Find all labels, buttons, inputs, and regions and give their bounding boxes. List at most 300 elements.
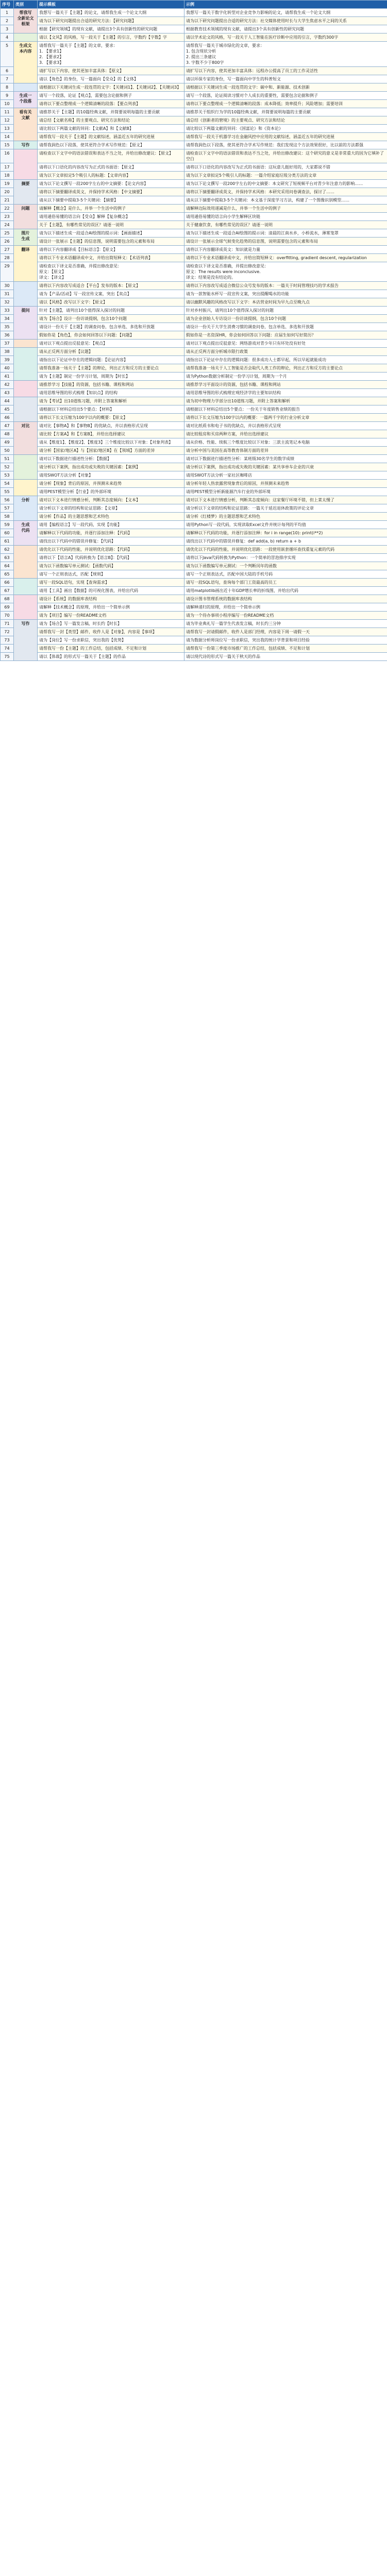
example-cell: 请优化以下代码的性能，并说明优化思路：一段使用嵌套循环查找重复元素的代码 bbox=[184, 546, 387, 554]
example-cell: 请从价格、性能、续航三个维度比较以下对象：三款主流笔记本电脑 bbox=[184, 438, 387, 447]
table-row bbox=[1, 455, 387, 463]
example-cell: 请为Python数据分析制定一份学习计划，周期为一个月 bbox=[184, 372, 387, 381]
prompt-template-cell: 请帮我写一份【主题】的工作总结，包括成绩、不足和计划 bbox=[38, 645, 184, 653]
prompt-template-cell: 请设计一份关于【主题】的调查问卷，包含单选、多选和开放题 bbox=[38, 323, 184, 331]
category-cell bbox=[14, 579, 38, 595]
header-category: 类别 bbox=[14, 1, 38, 9]
table-row bbox=[1, 430, 387, 438]
table-row bbox=[1, 636, 387, 645]
row-number: 31 bbox=[1, 290, 14, 298]
row-number: 16 bbox=[1, 149, 14, 163]
table-row bbox=[1, 100, 387, 108]
table-row bbox=[1, 213, 387, 221]
category-cell: 问题 bbox=[14, 205, 38, 229]
example-cell: 请从正反两方面分析城市限行政策 bbox=[184, 348, 387, 356]
example-cell: 请帮我准备一场关于人工智能是否会取代人类工作的辩论，列出正方和反方的主要论点 bbox=[184, 364, 387, 372]
header-num: 序号 bbox=[1, 1, 14, 9]
example-cell: 请用SWOT方法分析一家社区咖啡店 bbox=[184, 471, 387, 480]
table-row bbox=[1, 546, 387, 554]
row-number: 44 bbox=[1, 397, 14, 405]
category-cell bbox=[14, 149, 38, 180]
category-cell bbox=[14, 83, 38, 92]
row-number: 3 bbox=[1, 25, 14, 33]
table-row bbox=[1, 9, 387, 17]
table-row bbox=[1, 579, 387, 587]
prompt-template-cell: 请为【产品/活动】写一段宣传文案，突出【卖点】 bbox=[38, 290, 184, 298]
row-number: 34 bbox=[1, 315, 14, 323]
category-cell: 图片 生成 bbox=[14, 229, 38, 246]
table-row bbox=[1, 323, 387, 331]
prompt-template-cell: 请为【项目】编写一份README文档 bbox=[38, 612, 184, 620]
table-row bbox=[1, 331, 387, 340]
row-number: 70 bbox=[1, 612, 14, 620]
example-cell: 请以环保专家的身份，写一篇面向中学生的科普短文 bbox=[184, 75, 387, 83]
table-row bbox=[1, 504, 387, 513]
prompt-template-table bbox=[0, 0, 387, 661]
table-row bbox=[1, 372, 387, 381]
prompt-template-cell: 关于【主题】，有哪些常见的误区？请逐一说明 bbox=[38, 221, 184, 229]
row-number: 41 bbox=[1, 372, 14, 381]
example-cell: 请推荐学习平面设计的资源，包括书籍、课程和网站 bbox=[184, 381, 387, 389]
prompt-template-cell: 请优化以下代码的性能，并说明优化思路：【代码】 bbox=[38, 546, 184, 554]
prompt-template-cell: 请为【场合】设计一份访谈提纲，包含10个问题 bbox=[38, 315, 184, 323]
prompt-template-cell: 请用思维导图的形式梳理【知识点】的结构 bbox=[38, 389, 184, 397]
row-number: 4 bbox=[1, 33, 14, 42]
example-cell: 我想写一篇关于数字化转型对企业竞争力影响的论文，请帮我生成一个论文大纲 bbox=[184, 9, 387, 17]
row-number: 8 bbox=[1, 83, 14, 92]
category-cell: 分析 bbox=[14, 496, 38, 521]
header-prompt: 提示模板 bbox=[38, 1, 184, 9]
prompt-template-cell: 请分析【国家/地区A】与【国家/地区B】在【领域】方面的差异 bbox=[38, 447, 184, 455]
prompt-template-cell: 请从正反两方面分析【议题】 bbox=[38, 348, 184, 356]
prompt-template-cell: 请对以下文本进行情感分析，判断其态度倾向：【文本】 bbox=[38, 496, 184, 504]
prompt-template-cell: 假如你是【角色】，你会如何回答以下问题：【问题】 bbox=[38, 331, 184, 340]
prompt-template-cell: 请将以下长文压缩为100字以内的概要：【原文】 bbox=[38, 414, 184, 422]
category-cell: 对比 bbox=[14, 422, 38, 455]
row-number: 71 bbox=[1, 620, 14, 628]
prompt-template-cell: 请对比【事物A】和【事物B】的优缺点，并以表格形式呈现 bbox=[38, 422, 184, 430]
table-row bbox=[1, 246, 387, 254]
prompt-template-cell: 请用SWOT方法分析【对象】 bbox=[38, 471, 184, 480]
row-number: 62 bbox=[1, 546, 14, 554]
table-row bbox=[1, 381, 387, 389]
row-number: 22 bbox=[1, 205, 14, 213]
row-number: 23 bbox=[1, 213, 14, 221]
category-cell: 提问 bbox=[14, 307, 38, 340]
prompt-template-cell: 根据【研究领域】的现有文献，请提出3个具有创新性的研究问题 bbox=[38, 25, 184, 33]
table-row bbox=[1, 75, 387, 83]
table-row bbox=[1, 307, 387, 315]
row-number: 28 bbox=[1, 254, 14, 262]
table-row bbox=[1, 480, 387, 488]
row-number: 40 bbox=[1, 364, 14, 372]
prompt-template-cell: 请分析【作品】的主题思想和艺术特色 bbox=[38, 513, 184, 521]
prompt-template-cell: 请将以下专业术语翻译成中文，并给出简短释义：【术语列表】 bbox=[38, 254, 184, 262]
table-row bbox=[1, 25, 387, 33]
row-number: 56 bbox=[1, 496, 14, 504]
table-row bbox=[1, 42, 387, 67]
table-row bbox=[1, 496, 387, 504]
table-row bbox=[1, 163, 387, 172]
example-cell: 请为以下描述生成一段适合AI绘图的提示词：清晨的江南水乡，小桥流水，薄雾笼罩 bbox=[184, 229, 387, 238]
example-cell: 请比较以下两篇文献的异同：《国富论》和《资本论》 bbox=[184, 125, 387, 133]
example-cell: 请设计一张展示全球气候变化趋势的信息图，说明需要包含的元素和布局 bbox=[184, 238, 387, 246]
prompt-template-cell: 请分析以下案例，指出成功或失败的关键因素：【案例】 bbox=[38, 463, 184, 471]
table-body bbox=[1, 9, 387, 661]
row-number: 12 bbox=[1, 116, 14, 125]
example-cell: 请根据以下关键词生成一段连贯的文字：碳中和、新能源、技术创新 bbox=[184, 83, 387, 92]
example-cell: 请以现代诗的形式写一篇关于秋天的作品 bbox=[184, 653, 387, 661]
example-cell: 请为毕业典礼写一篇学生代表发言稿，时长约三分钟 bbox=[184, 620, 387, 628]
row-number: 74 bbox=[1, 645, 14, 653]
example-cell: 请将以下内容改写成适合微信公众号发布的版本：一篇关于时间管理技巧的学术报告 bbox=[184, 282, 387, 290]
row-number: 30 bbox=[1, 282, 14, 290]
row-number: 15 bbox=[1, 141, 14, 149]
example-cell: 请总结《创新者的窘境》的主要观点、研究方法和结论 bbox=[184, 116, 387, 125]
table-row bbox=[1, 356, 387, 364]
row-number: 54 bbox=[1, 480, 14, 488]
example-cell: 请帮我写一封请假邮件，收件人是部门经理，内容是下周一请假一天 bbox=[184, 628, 387, 636]
row-number: 64 bbox=[1, 562, 14, 570]
row-number: 63 bbox=[1, 554, 14, 562]
category-cell: 生成文 本内容 bbox=[14, 42, 38, 83]
row-number: 20 bbox=[1, 188, 14, 196]
example-cell: 请帮我润色以下段落，使其更符合学术写作规范：我们发现这个方法效果很好，比以前的方法都强 bbox=[184, 141, 387, 149]
prompt-template-cell: 请根据以下材料总结出5个要点：【材料】 bbox=[38, 405, 184, 414]
row-number: 75 bbox=[1, 653, 14, 661]
row-number: 66 bbox=[1, 579, 14, 587]
example-cell: 针对乡村振兴，请列出10个值得深入探讨的问题 bbox=[184, 307, 387, 315]
table-row bbox=[1, 172, 387, 180]
row-number: 69 bbox=[1, 603, 14, 612]
prompt-template-cell: 请写一段SQL语句，实现【查询需求】 bbox=[38, 579, 184, 587]
example-cell: 请帮我写一篇关于城市绿化的文章，要求： 1. 包含现状分析 2. 提出三条建议 3. 字数不少于800字 bbox=[184, 42, 387, 67]
prompt-template-cell: 请推荐关于【主题】的10篇经典文献，并简要说明每篇的主要贡献 bbox=[38, 108, 184, 116]
table-row bbox=[1, 83, 387, 92]
prompt-template-cell: 请解释【概念】是什么，并举一个生活中的例子 bbox=[38, 205, 184, 213]
example-cell: 请检查以下文字中的语法错误和表达不当之处，并给出修改建议：这个研究的意义是非常重大的因为它填补了空白 bbox=[184, 149, 387, 163]
table-row bbox=[1, 33, 387, 42]
table-row bbox=[1, 141, 387, 149]
prompt-template-cell: 请解释以下代码的功能，并逐行添加注释：【代码】 bbox=[38, 529, 184, 537]
row-number: 50 bbox=[1, 447, 14, 455]
example-cell: 请对以下数据进行描述性分析：某班级30名学生的数学成绩 bbox=[184, 455, 387, 463]
row-number: 46 bbox=[1, 414, 14, 422]
example-cell: 请对以下文本进行情感分析，判断其态度倾向：这家餐厅环境不错，但上菜太慢了 bbox=[184, 496, 387, 504]
prompt-template-cell: 请检查以下文字中的语法错误和表达不当之处，并给出修改建议：【原文】 bbox=[38, 149, 184, 163]
example-cell: 请分析以下文章的结构和论证思路：一篇关于延迟退休政策的评论文章 bbox=[184, 504, 387, 513]
row-number: 39 bbox=[1, 356, 14, 364]
row-number: 65 bbox=[1, 570, 14, 579]
category-cell: 摘要 bbox=[14, 180, 38, 205]
row-number: 35 bbox=[1, 323, 14, 331]
category-cell bbox=[14, 546, 38, 579]
row-number: 25 bbox=[1, 229, 14, 238]
prompt-template-cell: 请对以下观点提出反驳意见：【观点】 bbox=[38, 340, 184, 348]
table-row bbox=[1, 125, 387, 133]
table-row bbox=[1, 471, 387, 480]
example-cell: 请将以下Java代码转换为Python：一个简单的冒泡排序实现 bbox=[184, 554, 387, 562]
example-cell: 请从以下摘要中提取3-5个关键词：本文基于深度学习方法，构建了一个图像识别模型…… bbox=[184, 196, 387, 205]
prompt-template-cell: 请为以下文章拟定5个吸引人的标题：【文章内容】 bbox=[38, 172, 184, 180]
prompt-template-cell: 请分析【现象】背后的原因，并预测未来趋势 bbox=[38, 480, 184, 488]
table-row bbox=[1, 116, 387, 125]
example-cell: 请分析年轻人热衷露营现象背后的原因，并预测未来趋势 bbox=[184, 480, 387, 488]
table-row bbox=[1, 645, 387, 653]
example-cell: 请指出以下论证中存在的逻辑问题：很多成功人士都早起，所以早起就能成功 bbox=[184, 356, 387, 364]
table-row bbox=[1, 180, 387, 188]
row-number: 68 bbox=[1, 595, 14, 603]
table-row bbox=[1, 196, 387, 205]
row-number: 73 bbox=[1, 636, 14, 645]
row-number: 13 bbox=[1, 125, 14, 133]
prompt-template-cell: 请为以下论文撰写一段200字左右的中文摘要：【论文内容】 bbox=[38, 180, 184, 188]
table-row bbox=[1, 414, 387, 422]
example-cell: 请为初中物理力学部分出10道练习题，并附上答案和解析 bbox=[184, 397, 387, 405]
table-row bbox=[1, 422, 387, 430]
example-cell: 请分析以下案例，指出成功或失败的关键因素：某共享单车企业的兴衰 bbox=[184, 463, 387, 471]
row-number: 26 bbox=[1, 238, 14, 246]
example-cell: 请将以下口语化的内容改写为正式的书面语：这玩意儿挺好用的，大家都说不错 bbox=[184, 163, 387, 172]
category-cell bbox=[14, 340, 38, 348]
table-row bbox=[1, 262, 387, 282]
prompt-template-cell: 请将以下内容翻译成【目标语言】：【原文】 bbox=[38, 246, 184, 254]
example-cell: 请写一段SQL语句，查询每个部门工资最高的员工 bbox=[184, 579, 387, 587]
example-cell: 关于健康饮食，有哪些常见的误区？请逐一说明 bbox=[184, 221, 387, 229]
table-row bbox=[1, 364, 387, 372]
row-number: 19 bbox=[1, 180, 14, 188]
prompt-template-cell: 请为以下描述生成一段适合AI绘图的提示词：【画面描述】 bbox=[38, 229, 184, 238]
prompt-template-cell: 请帮我润色以下段落，使其更符合学术写作规范：【原文】 bbox=[38, 141, 184, 149]
row-number: 47 bbox=[1, 422, 14, 430]
row-number: 6 bbox=[1, 67, 14, 75]
example-cell: 请解释边际效用递减是什么，并举一个生活中的例子 bbox=[184, 205, 387, 213]
prompt-template-cell: 请解释【技术概念】的原理，并给出一个简单示例 bbox=[38, 603, 184, 612]
row-number: 7 bbox=[1, 75, 14, 83]
example-cell: 请为以下研究问题提出合适的研究方法：社交媒体使用时长与大学生焦虑水平之间的关系 bbox=[184, 17, 387, 25]
row-number: 60 bbox=[1, 529, 14, 537]
row-number: 49 bbox=[1, 438, 14, 447]
row-number: 58 bbox=[1, 513, 14, 521]
example-cell: 请将以下摘要翻译成英文，并保持学术风格：本研究采用问卷调查法，探讨了…… bbox=[184, 188, 387, 196]
prompt-template-cell: 请指出以下论证中存在的逻辑问题：【论证内容】 bbox=[38, 356, 184, 364]
example-cell: 请将以下内容翻译成英文：知识就是力量 bbox=[184, 246, 387, 254]
row-number: 59 bbox=[1, 521, 14, 529]
table-row bbox=[1, 587, 387, 595]
category-cell: 翻译 bbox=[14, 246, 38, 282]
table-row bbox=[1, 529, 387, 537]
table-row bbox=[1, 108, 387, 116]
category-cell: 帮我写 全新论文 框架 bbox=[14, 9, 38, 33]
table-row bbox=[1, 513, 387, 521]
prompt-template-cell: 请检查以下译文是否准确，并提出修改意见： 原文：【原文】 译文：【译文】 bbox=[38, 262, 184, 282]
example-cell: 请分析中国与美国在高等教育体制方面的差异 bbox=[184, 447, 387, 455]
example-cell: 请以幽默风趣的风格改写以下文字：本店营业时间为早九点至晚九点 bbox=[184, 298, 387, 307]
prompt-template-cell: 请为【考试】出10道练习题，并附上答案和解析 bbox=[38, 397, 184, 405]
row-number: 55 bbox=[1, 488, 14, 496]
table-row bbox=[1, 315, 387, 323]
table-row bbox=[1, 298, 387, 307]
row-number: 27 bbox=[1, 246, 14, 254]
table-row bbox=[1, 628, 387, 636]
example-cell: 请写一个段落，论证阅读习惯对个人成长的重要性，需要包含论据和例子 bbox=[184, 92, 387, 100]
prompt-template-cell: 请用【工具】画出【数据】的可视化图表，并给出代码 bbox=[38, 587, 184, 595]
table-row bbox=[1, 254, 387, 262]
row-number: 61 bbox=[1, 537, 14, 546]
row-number: 9 bbox=[1, 92, 14, 100]
row-number: 33 bbox=[1, 307, 14, 315]
table-row bbox=[1, 612, 387, 620]
example-cell: 请根据以下材料总结出5个要点：一份关于年度销售业绩的报告 bbox=[184, 405, 387, 414]
example-cell: 请对比纸质书和电子书的优缺点，并以表格形式呈现 bbox=[184, 422, 387, 430]
prompt-template-cell: 请将以下口语化的内容改写为正式的书面语：【原文】 bbox=[38, 163, 184, 172]
example-cell: 请以学术论文的风格，写一段关于人工智能在医疗诊断中应用的引言，字数约300字 bbox=[184, 33, 387, 42]
table-row bbox=[1, 554, 387, 562]
table-row bbox=[1, 389, 387, 397]
prompt-template-cell: 请用PEST模型分析【行业】的外部环境 bbox=[38, 488, 184, 496]
row-number: 2 bbox=[1, 17, 14, 25]
category-cell bbox=[14, 397, 38, 422]
category-cell bbox=[14, 480, 38, 496]
prompt-template-cell: 请为【岗位】写一份求职信，突出我的【优势】 bbox=[38, 636, 184, 645]
table-row bbox=[1, 537, 387, 546]
example-cell: 请用思维导图的形式梳理宏观经济学的主要知识结构 bbox=[184, 389, 387, 397]
prompt-template-cell: 请为以下函数编写单元测试：【函数代码】 bbox=[38, 562, 184, 570]
row-number: 10 bbox=[1, 100, 14, 108]
row-number: 32 bbox=[1, 298, 14, 307]
table-row bbox=[1, 405, 387, 414]
category-cell bbox=[14, 455, 38, 480]
table-row bbox=[1, 282, 387, 290]
prompt-template-cell: 请设计一张展示【主题】的信息图，说明需要包含的元素和布局 bbox=[38, 238, 184, 246]
table-row bbox=[1, 620, 387, 628]
example-cell: 请用matplotlib画出近十年GDP增长率的折线图，并给出代码 bbox=[184, 587, 387, 595]
table-row bbox=[1, 595, 387, 603]
table-row bbox=[1, 133, 387, 141]
row-number: 43 bbox=[1, 389, 14, 397]
example-cell: 请将以下要点整理成一个逻辑清晰的段落：成本降低；效率提升；风险增加；需要培训 bbox=[184, 100, 387, 108]
prompt-template-cell: 请帮我写一封【类型】邮件，收件人是【对象】，内容是【事项】 bbox=[38, 628, 184, 636]
table-row bbox=[1, 17, 387, 25]
prompt-template-cell: 请帮我写一段关于【主题】的文献综述，涵盖近五年的研究进展 bbox=[38, 133, 184, 141]
prompt-template-cell: 请根据以下关键词生成一段连贯的文字：【关键词1】、【关键词2】、【关键词3】 bbox=[38, 83, 184, 92]
prompt-template-cell: 请总结【文献名称】的主要观点、研究方法和结论 bbox=[38, 116, 184, 125]
header-example: 示例 bbox=[184, 1, 387, 9]
prompt-template-cell: 请写一个正则表达式，匹配【规则】 bbox=[38, 570, 184, 579]
row-number: 18 bbox=[1, 172, 14, 180]
example-cell: 请对以下观点提出反驳意见：网络游戏对青少年只有坏处没有好处 bbox=[184, 340, 387, 348]
prompt-template-cell: 请将以下内容改写成适合【平台】发布的版本：【原文】 bbox=[38, 282, 184, 290]
table-row bbox=[1, 290, 387, 298]
prompt-template-cell: 请以【文风】的风格，写一段关于【主题】的引言，字数约【字数】字 bbox=[38, 33, 184, 42]
example-cell: 请解释以下代码的功能，并逐行添加注释：for i in range(10): print(i**2) bbox=[184, 529, 387, 537]
example-cell: 请将以下专业术语翻译成中文，并给出简短释义：overfitting, gradient descent, regularization bbox=[184, 254, 387, 262]
row-number: 21 bbox=[1, 196, 14, 205]
category-cell bbox=[14, 381, 38, 397]
example-cell: 请为数据分析师岗位写一份求职信，突出我的统计学背景和项目经验 bbox=[184, 636, 387, 645]
table-row bbox=[1, 205, 387, 213]
prompt-template-cell: 请为以下研究问题提出合适的研究方法：【研究问题】 bbox=[38, 17, 184, 25]
example-cell: 请用通俗易懂的语言向小学生解释区块链 bbox=[184, 213, 387, 221]
prompt-template-cell: 请为【场合】写一篇发言稿，时长约【时长】 bbox=[38, 620, 184, 628]
example-cell: 请分析《红楼梦》的主题思想和艺术特色 bbox=[184, 513, 387, 521]
header-row bbox=[1, 1, 387, 9]
prompt-template-cell: 请将以下摘要翻译成英文，并保持学术风格：【中文摘要】 bbox=[38, 188, 184, 196]
prompt-template-cell: 请将以下【语言A】代码转换为【语言B】：【代码】 bbox=[38, 554, 184, 562]
prompt-template-cell: 请帮我准备一场关于【主题】的辩论，列出正方和反方的主要论点 bbox=[38, 364, 184, 372]
table-row bbox=[1, 521, 387, 529]
table-row bbox=[1, 238, 387, 246]
row-number: 38 bbox=[1, 348, 14, 356]
row-number: 17 bbox=[1, 163, 14, 172]
table-row bbox=[1, 488, 387, 496]
table-row bbox=[1, 92, 387, 100]
prompt-template-cell: 针对【主题】，请列出10个值得深入探讨的问题 bbox=[38, 307, 184, 315]
table-row bbox=[1, 340, 387, 348]
row-number: 72 bbox=[1, 628, 14, 636]
table-row bbox=[1, 463, 387, 471]
prompt-template-cell: 请用【编程语言】写一段代码，实现【功能】 bbox=[38, 521, 184, 529]
category-cell: 生成 代码 bbox=[14, 521, 38, 546]
row-number: 52 bbox=[1, 463, 14, 471]
row-number: 48 bbox=[1, 430, 14, 438]
category-cell: 写作 bbox=[14, 141, 38, 149]
example-cell: 请用Python写一段代码，实现读取Excel文件并统计每列的平均值 bbox=[184, 521, 387, 529]
table-row bbox=[1, 447, 387, 455]
category-cell bbox=[14, 282, 38, 307]
prompt-template-cell: 请设计【系统】的数据库表结构 bbox=[38, 595, 184, 603]
category-cell: 写作 bbox=[14, 620, 38, 661]
table-row bbox=[1, 149, 387, 163]
example-cell: 请为以下函数编写单元测试：一个判断闰年的函数 bbox=[184, 562, 387, 570]
row-number: 36 bbox=[1, 331, 14, 340]
example-cell: 请找出以下代码中的错误并修复：def add(a, b) return a + b bbox=[184, 537, 387, 546]
prompt-template-cell: 请帮我写一篇关于【主题】的文章，要求： 1. 【要求1】 2. 【要求2】 3. 【要求3】 bbox=[38, 42, 184, 67]
prompt-template-cell: 请找出以下代码中的错误并修复：【代码】 bbox=[38, 537, 184, 546]
table-row bbox=[1, 67, 387, 75]
example-cell: 请帮我写一份第三季度市场推广的工作总结，包括成绩、不足和计划 bbox=[184, 645, 387, 653]
row-number: 45 bbox=[1, 405, 14, 414]
prompt-template-cell: 请比较【方案A】和【方案B】，并给出选择建议 bbox=[38, 430, 184, 438]
table-row bbox=[1, 570, 387, 579]
example-cell: 请为以下论文撰写一段200字左右的中文摘要：本文研究了短视频平台对青少年注意力的影响…… bbox=[184, 180, 387, 188]
example-cell: 请扩写以下内容，使其更加丰富具体：远程办公提高了员工的工作灵活性 bbox=[184, 67, 387, 75]
row-number: 57 bbox=[1, 504, 14, 513]
row-number: 24 bbox=[1, 221, 14, 229]
row-number: 1 bbox=[1, 9, 14, 17]
row-number: 5 bbox=[1, 42, 14, 67]
row-number: 53 bbox=[1, 471, 14, 480]
table-row bbox=[1, 603, 387, 612]
row-number: 29 bbox=[1, 262, 14, 282]
prompt-template-cell: 请比较以下两篇文献的异同：【文献A】和【文献B】 bbox=[38, 125, 184, 133]
table-row bbox=[1, 229, 387, 238]
prompt-template-cell: 请将以下要点整理成一个逻辑清晰的段落：【要点列表】 bbox=[38, 100, 184, 108]
example-cell: 请设计图书管理系统的数据库表结构 bbox=[184, 595, 387, 603]
category-cell bbox=[14, 595, 38, 620]
table-row bbox=[1, 188, 387, 196]
example-cell: 请将以下长文压缩为100字以内的概要：一篇两千字的行业分析文章 bbox=[184, 414, 387, 422]
row-number: 42 bbox=[1, 381, 14, 389]
prompt-template-cell: 请对以下数据进行描述性分析：【数据】 bbox=[38, 455, 184, 463]
row-number: 14 bbox=[1, 133, 14, 141]
example-cell: 请为一款智能水杯写一段宣传文案，突出提醒喝水的功能 bbox=[184, 290, 387, 298]
prompt-template-cell: 请以【风格】改写以下文字：【原文】 bbox=[38, 298, 184, 307]
example-cell: 请用PEST模型分析新能源汽车行业的外部环境 bbox=[184, 488, 387, 496]
prompt-template-cell: 请从以下摘要中提取3-5个关键词：【摘要】 bbox=[38, 196, 184, 205]
row-number: 51 bbox=[1, 455, 14, 463]
example-cell: 假如你是一名资深HR，你会如何回答以下问题：应届生如何写好简历？ bbox=[184, 331, 387, 340]
